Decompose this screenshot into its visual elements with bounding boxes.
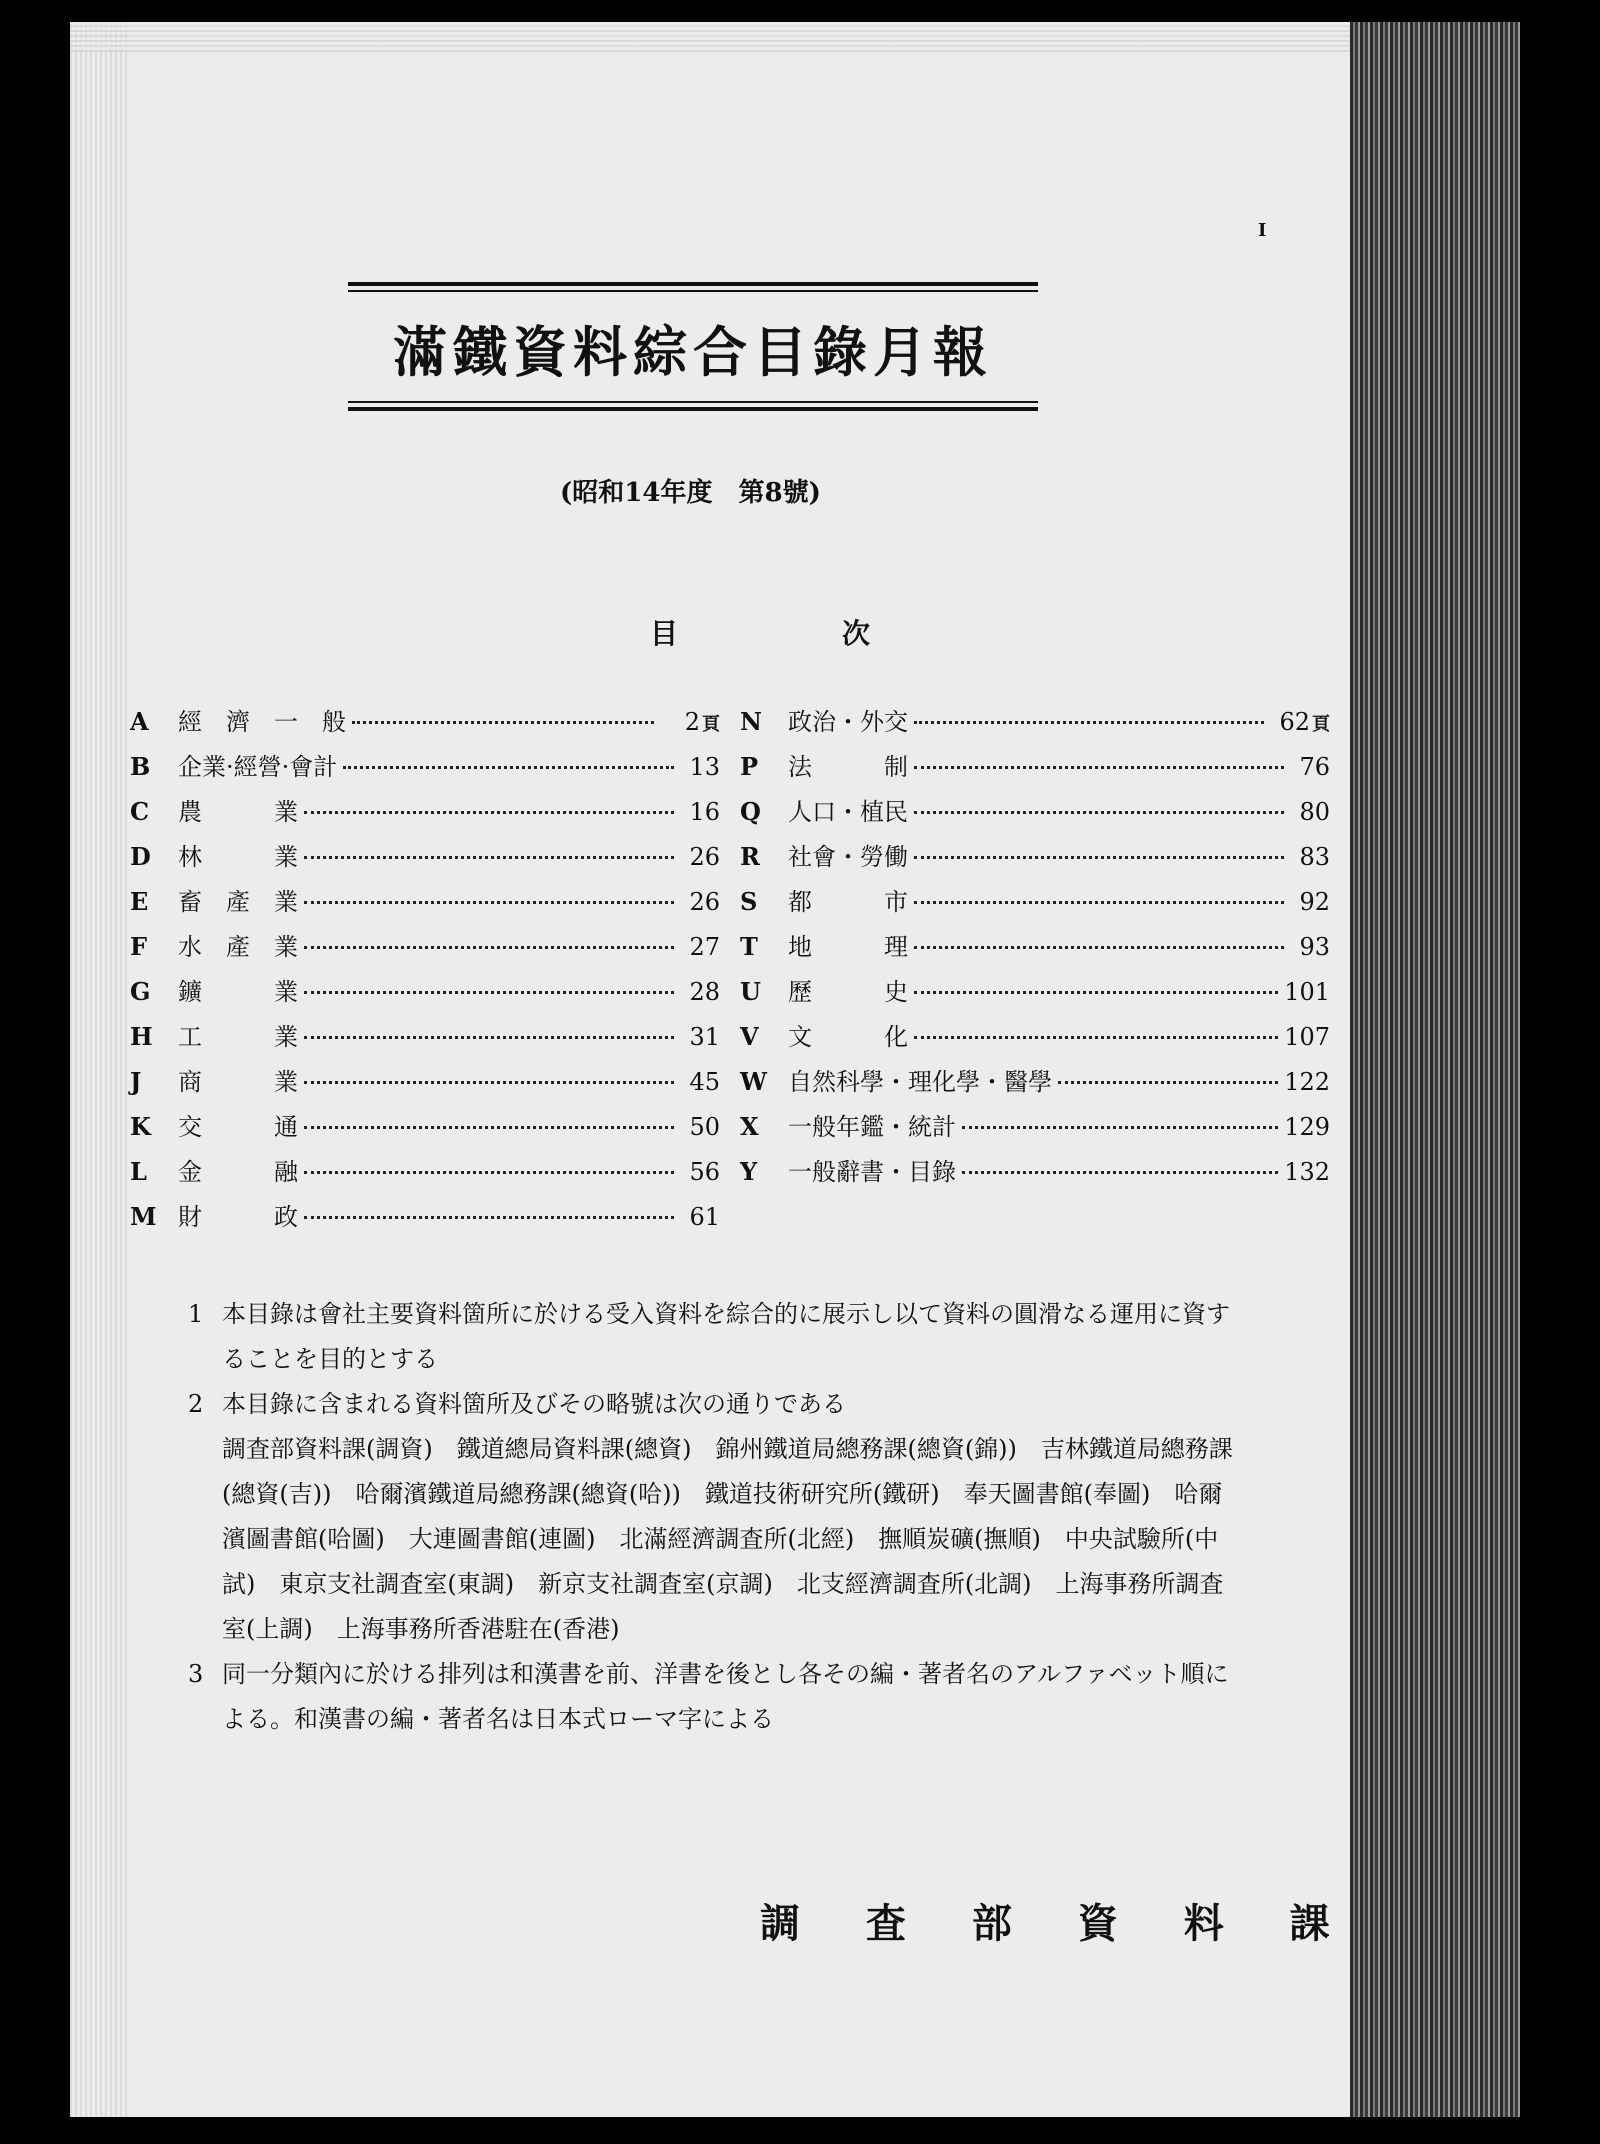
toc-entry: [740, 837, 1330, 882]
toc-leader-dots: [962, 1171, 1278, 1174]
toc-entry: [130, 837, 720, 882]
toc-leader-dots: [304, 1171, 674, 1174]
toc-entry-page: 76: [1299, 753, 1330, 781]
toc-entry-letter: E: [130, 887, 149, 916]
toc-entry: [740, 927, 1330, 972]
toc-entry-page: 16: [689, 798, 720, 826]
toc-entry: [130, 1107, 720, 1152]
title-rule-top: [348, 282, 1038, 286]
toc-heading: [650, 612, 870, 652]
toc-entry-page: 31: [689, 1023, 720, 1051]
toc-entry-title: 都 市: [788, 888, 908, 916]
book-page-edge: [1350, 22, 1520, 2117]
toc-entry: [740, 747, 1330, 792]
title-rule-top-thin: [348, 290, 1038, 292]
toc-entry-title: 政治・外交: [788, 708, 908, 736]
toc-entry: [130, 1197, 720, 1242]
toc-entry-letter: P: [740, 752, 759, 781]
toc-leader-dots: [1058, 1081, 1278, 1084]
toc-leader-dots: [914, 766, 1284, 769]
note-item: [188, 1382, 1238, 1427]
page-title: 滿鐵資料綜合目錄月報: [393, 320, 993, 384]
toc-entry-letter: Y: [740, 1157, 758, 1186]
toc-entry: [740, 792, 1330, 837]
toc-entry-letter: F: [130, 932, 148, 961]
toc-entry-letter: Q: [740, 797, 761, 826]
toc-entry: [740, 1152, 1330, 1197]
toc-leader-dots: [352, 721, 654, 724]
toc-entry-letter: G: [130, 977, 151, 1006]
toc-entry-title: 企業·經營·會計: [178, 753, 338, 781]
toc-entry-title: 工 業: [178, 1023, 298, 1051]
toc-entry-letter: L: [130, 1157, 147, 1186]
toc-entry-letter: A: [130, 707, 149, 736]
toc-entry-page: 129: [1284, 1113, 1330, 1141]
toc-entry: [740, 702, 1330, 747]
toc-entry-letter: U: [740, 977, 761, 1006]
toc-entry-page: 62: [1279, 708, 1310, 736]
toc-entry-title: 自然科學・理化學・醫學: [788, 1068, 1052, 1096]
toc-leader-dots: [914, 856, 1284, 859]
toc-entry-title: 經 濟 一 般: [178, 708, 346, 736]
toc-entry-title: 一般年鑑・統計: [788, 1113, 956, 1141]
toc-entry-page: 50: [689, 1113, 720, 1141]
toc-entry: [130, 747, 720, 792]
toc-leader-dots: [304, 946, 674, 949]
toc-entry-title: 社會・勞働: [788, 843, 908, 871]
toc-entry: [130, 1017, 720, 1062]
toc-entry-page: 80: [1299, 798, 1330, 826]
toc-entry-page: 93: [1299, 933, 1330, 961]
toc-entry: [740, 972, 1330, 1017]
toc-entry-page: 56: [689, 1158, 720, 1186]
note-item: [188, 1292, 1238, 1382]
toc-entry-title: 交 通: [178, 1113, 298, 1141]
scan-noise-top: [70, 22, 1520, 52]
toc-leader-dots: [304, 1036, 674, 1039]
toc-page-unit: 頁: [702, 714, 720, 735]
toc-entry-page: 107: [1284, 1023, 1330, 1051]
toc-entry-title: 金 融: [178, 1158, 298, 1186]
toc-entry: [130, 927, 720, 972]
toc-entry: [130, 882, 720, 927]
toc-entry-title: 鑛 業: [178, 978, 298, 1006]
toc-entry: [130, 792, 720, 837]
toc-right-column: [740, 702, 1330, 1197]
toc-entry-title: 一般辭書・目錄: [788, 1158, 956, 1186]
toc-entry-page: 83: [1299, 843, 1330, 871]
toc-page-unit: 頁: [1312, 714, 1330, 735]
toc-leader-dots: [304, 1081, 674, 1084]
toc-leader-dots: [304, 856, 674, 859]
toc-entry: [130, 702, 720, 747]
toc-heading-char-2: 次: [841, 617, 870, 650]
note-number: 3: [188, 1660, 204, 1688]
toc-entry-title: 商 業: [178, 1068, 298, 1096]
note-text: 同一分類內に於ける排列は和漢書を前、洋書を後とし各その編・著者名のアルファベット順による。和漢書の編・著者名は日本式ローマ字による: [222, 1660, 1229, 1733]
toc-entry-letter: T: [740, 932, 758, 961]
toc-entry-page: 101: [1284, 978, 1330, 1006]
toc-entry-title: 法 制: [788, 753, 908, 781]
toc-entry-page: 132: [1284, 1158, 1330, 1186]
toc-leader-dots: [343, 766, 674, 769]
toc-entry-letter: S: [740, 887, 758, 916]
toc-entry-page: 13: [689, 753, 720, 781]
toc-entry: [130, 972, 720, 1017]
publisher-name: 調 査 部 資 料 課: [760, 1900, 1356, 1947]
document-page: [70, 22, 1520, 2117]
note-text: 本目錄に含まれる資料箇所及びその略號は次の通りである: [222, 1390, 846, 1418]
toc-entry: [740, 1107, 1330, 1152]
toc-leader-dots: [914, 946, 1284, 949]
toc-entry-letter: J: [130, 1067, 142, 1096]
toc-entry: [740, 1017, 1330, 1062]
toc-entry: [740, 1062, 1330, 1107]
toc-entry-title: 林 業: [178, 843, 298, 871]
title-block: [348, 278, 1038, 415]
toc-leader-dots: [914, 721, 1264, 724]
toc-entry-title: 人口・植民: [788, 798, 908, 826]
note-text: 本目錄は會社主要資料箇所に於ける受入資料を綜合的に展示し以て資料の圓滑なる運用に資することを目的とする: [222, 1300, 1230, 1373]
toc-leader-dots: [304, 991, 674, 994]
toc-entry-page: 61: [689, 1203, 720, 1231]
notes-section: [188, 1292, 1238, 1742]
toc-leader-dots: [304, 811, 674, 814]
toc-left-column: [130, 702, 720, 1242]
toc-entry-page: 26: [689, 888, 720, 916]
toc-entry: [130, 1152, 720, 1197]
toc-entry-letter: V: [740, 1022, 759, 1051]
title-rule-bottom: [348, 407, 1038, 411]
toc-entry-title: 農 業: [178, 798, 298, 826]
toc-entry-title: 歷 史: [788, 978, 908, 1006]
toc-leader-dots: [304, 1126, 674, 1129]
note-number: 1: [188, 1300, 204, 1328]
toc-entry-page: 45: [689, 1068, 720, 1096]
toc-leader-dots: [914, 811, 1284, 814]
toc-leader-dots: [962, 1126, 1278, 1129]
toc-entry-letter: N: [740, 707, 762, 736]
toc-leader-dots: [914, 1036, 1278, 1039]
toc-entry-letter: D: [130, 842, 151, 871]
toc-entry-letter: B: [130, 752, 151, 781]
toc-entry-page: 26: [689, 843, 720, 871]
toc-leader-dots: [914, 991, 1278, 994]
toc-entry-page: 2: [684, 708, 700, 736]
toc-leader-dots: [914, 901, 1284, 904]
scan-noise-left: [70, 22, 130, 2117]
toc-entry-title: 畜 產 業: [178, 888, 298, 916]
toc-entry-letter: X: [740, 1112, 759, 1141]
toc-entry-letter: M: [130, 1202, 157, 1231]
toc-entry-letter: H: [130, 1022, 153, 1051]
note-item: [188, 1652, 1238, 1742]
toc-entry-letter: K: [130, 1112, 151, 1141]
abbreviation-list: 調査部資料課(調資) 鐵道總局資料課(總資) 錦州鐵道局總務課(總資(錦)) 吉林鐵道局總務課(總資(吉)) 哈爾濱鐵道局總務課(總資(哈)) 鐵道技術研究所(鐵研) 奉天圖書館(奉圖) 哈爾濱圖書館(哈圖) 大連圖書館(連圖) 北滿經濟調査所(北經) 撫順炭礦(撫順) 中央試驗所(中試) 東京支社調査室(東調) 新京支社調査室(京調) 北支經濟調査所(北調) 上海事務所調査室(上調) 上海事務所香港駐在(香港): [222, 1435, 1233, 1643]
toc-entry-letter: W: [740, 1067, 767, 1096]
toc-entry-page: 28: [689, 978, 720, 1006]
toc-entry-title: 財 政: [178, 1203, 298, 1231]
toc-entry-title: 水 產 業: [178, 933, 298, 961]
toc-entry-letter: C: [130, 797, 150, 826]
title-rule-bottom-thin: [348, 401, 1038, 403]
toc-heading-char-1: 目: [650, 617, 679, 650]
toc-entry: [740, 882, 1330, 927]
toc-entry-page: 27: [689, 933, 720, 961]
issue-subtitle: (昭和14年度 第8號): [560, 478, 821, 508]
toc-leader-dots: [304, 901, 674, 904]
toc-entry-page: 122: [1284, 1068, 1330, 1096]
toc-entry-title: 文 化: [788, 1023, 908, 1051]
toc-leader-dots: [304, 1216, 674, 1219]
toc-entry-page: 92: [1299, 888, 1330, 916]
note-number: 2: [188, 1390, 204, 1418]
page-number: I: [1258, 220, 1267, 241]
toc-entry-title: 地 理: [788, 933, 908, 961]
toc-entry-letter: R: [740, 842, 760, 871]
toc-entry: [130, 1062, 720, 1107]
